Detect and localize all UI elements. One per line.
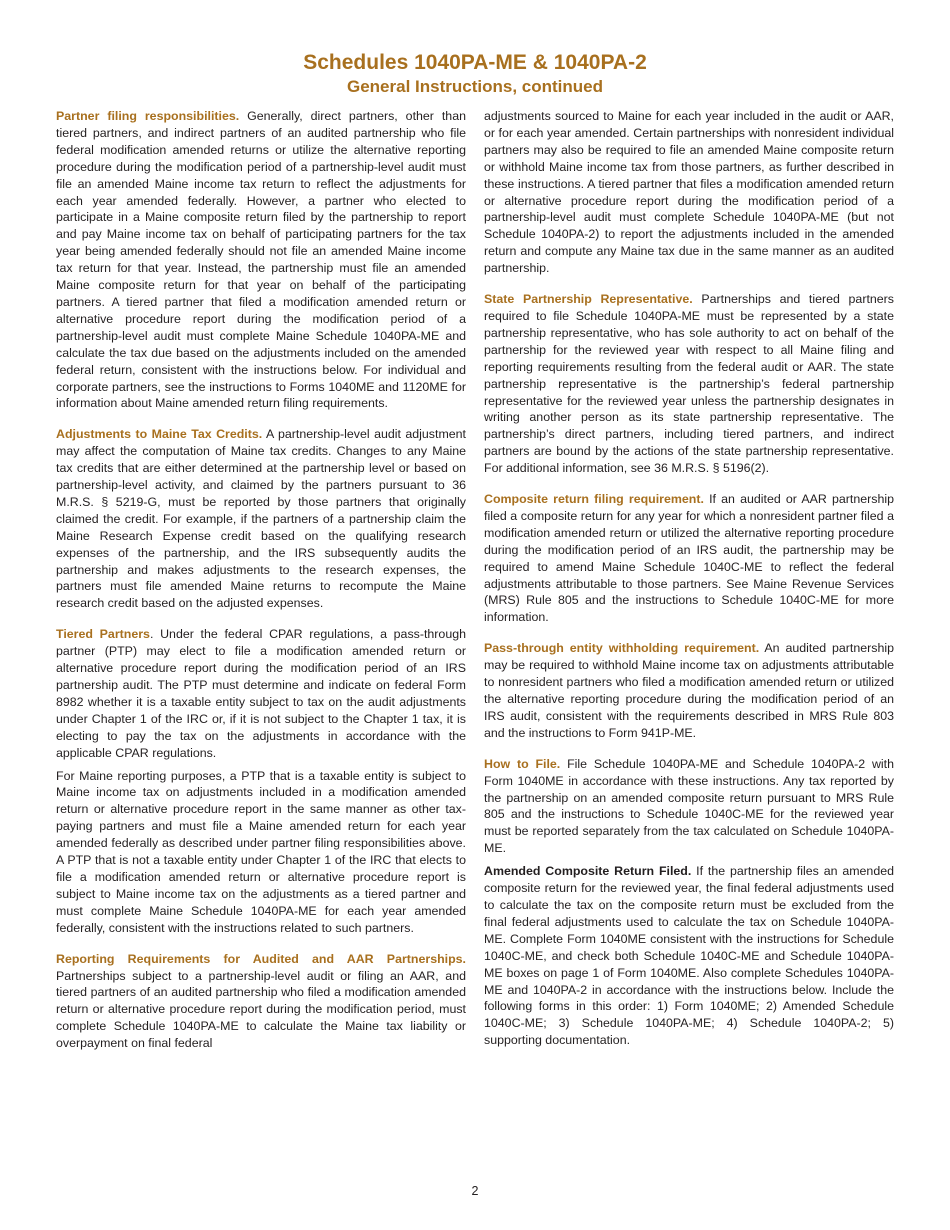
paragraph-reporting-requirements: [56, 951, 466, 1052]
paragraph-text: Generally, direct partners, other than tiered partners, and indirect partners of an audited partnership who file federal modification amended returns or utilize the alternative reporting procedure during the modification period of a partnership-level audit must file an amended Maine income tax return to reflect the adjustments for each year amended federally. However, a partner who elected to participate in a Maine composite return filed by the partnership to report and pay Maine income tax on behalf of participating partners for the tax year being amended federally should not file an amended Maine income tax return for that year. Instead, the partnership must file an amended Maine composite return for that year on behalf of the participating partners. A tiered partner that filed a modification amended return or alternative procedure report during the modification period of a partnership-level audit must complete Maine Schedule 1040PA-ME and calculate the tax due based on the adjustments included on the amended federal return, consistent with the instructions below. For individual and corporate partners, see the instructions to Forms 1040ME and 1120ME for information about Maine amended return filing requirements.: [56, 109, 466, 411]
paragraph-text: Partnerships and tiered partners required to file Schedule 1040PA-ME must be represented by a state partnership representative, who has sole authority to act on behalf of the partnership for the reviewed year with respect to all Maine filing and reporting requirements resulting from the federal audit or AAR. The state partnership representative is the partnership’s federal partnership representative for the reviewed year unless the partnership designates in writing another person as its state partnership representative. The partnership’s direct partners, including tiered partners, and indirect partners are bound by the actions of the state partnership representative. For additional information, see 36 M.R.S. § 5196(2).: [484, 292, 894, 476]
paragraph-text: . Under the federal CPAR regulations, a pass-through partner (PTP) may elect to file a modification amended return or alternative procedure report during the modification period of an IRS partnership audit. The PTP must determine and indicate on federal Form 8982 whether it is a taxable entity subject to tax on the audit adjustments under Chapter 1 of the IRC or, if it is not subject to the Chapter 1 tax, it is electing to pay the tax on the adjustments in accordance with the applicable CPAR regulations.: [56, 627, 466, 760]
page-title: Schedules 1040PA-ME & 1040PA-2: [303, 51, 647, 74]
paragraph-text: An audited partnership may be required to withhold Maine income tax on adjustments attributable to nonresident partners who filed a modification amended return or utilized the alternative reporting procedure during the modification period of an IRS audit, consistent with the requirements described in MRS Rule 803 and the instructions to Form 941P-ME.: [484, 641, 894, 740]
paragraph-text: File Schedule 1040PA-ME and Schedule 1040PA-2 with Form 1040ME in accordance with these instructions. Any tax reported by the partnership on an amended composite return pursuant to MRS Rule 805 and the instructions to Schedule 1040C-ME for the reviewed year must be reported separately from the tax calculated on Schedule 1040PA-ME.: [484, 756, 894, 856]
section-heading: How to File.: [484, 756, 561, 771]
paragraph-amended-composite: [484, 863, 894, 1049]
paragraph-text: For Maine reporting purposes, a PTP that is a taxable entity is subject to Maine income tax on adjustments included in a modification amended return or alternative procedure report in the same manner as other tax-paying partners and must file a Maine amended return for each year amended federally as described under partner filing responsibilities above. A PTP that is not a taxable entity under Chapter 1 of the IRC that elects to file a modification amended return or alternative procedure report is subject to Maine income tax on the adjustments as a tiered partner and must complete Maine Schedule 1040PA-ME for each year amended federally, consistent with the instructions related to such partners.: [56, 768, 466, 935]
section-heading: State Partnership Representative.: [484, 292, 693, 307]
paragraph-how-to-file: [484, 756, 894, 857]
paragraph-tax-credits: [56, 426, 466, 612]
section-heading: Tiered Partners: [56, 627, 150, 642]
paragraph-state-representative: [484, 291, 894, 477]
paragraph-tiered-partners: [56, 626, 466, 761]
paragraph-withholding: [484, 640, 894, 741]
paragraph-text: Partnerships subject to a partnership-level audit or filing an AAR, and tiered partners of an audited partnership who filed a modification amended return or alternative procedure report during the modification period, must complete Schedule 1040PA-ME to calculate the Maine tax liability or overpayment on final federal: [56, 968, 466, 1051]
page-number: 2: [471, 1184, 479, 1198]
section-heading: Adjustments to Maine Tax Credits.: [56, 427, 263, 442]
section-heading: Partner filing responsibilities.: [56, 109, 240, 123]
paragraph-text: A partnership-level audit adjustment may affect the computation of Maine tax credits. Changes to any Maine tax credits that are either determined at the partnership level or based on partnership-level activity, and claimed by the partners pursuant to 36 M.R.S. § 5219-G, must be reported by those partners that originally claimed the credit. For example, if the partners of a partnership claim the Maine Research Expense credit based on the qualifying research expenses of the partnership, and the IRS subsequently audits the partnership and makes adjustments to the research expenses, the partners must file amended Maine returns to recompute the Maine research credit based on the adjusted expenses.: [56, 427, 466, 611]
section-heading: Reporting Requirements for Audited and AAR Partnerships.: [56, 951, 466, 966]
right-column: [484, 108, 894, 1063]
section-heading: Amended Composite Return Filed.: [484, 864, 692, 879]
paragraph-text: adjustments sourced to Maine for each year included in the audit or AAR, or for each year amended. Certain partnerships with nonresident individual partners may also be required to file an amended Maine composite return or withhold Maine income tax from those partners, as further described in these instructions. A tiered partner that files a modification amended return or alternative procedure report during the modification period of a partnership-level audit must complete Schedule 1040PA-ME (but not Schedule 1040PA-2) to report the adjustments included in the amended return and compute any Maine tax due in the same manner as an audited partnership.: [484, 109, 894, 276]
section-heading: Pass-through entity withholding requirement.: [484, 641, 760, 656]
paragraph-ptp-reporting: [56, 768, 466, 937]
paragraph-composite-return: [484, 491, 894, 626]
section-heading: Composite return filing requirement.: [484, 492, 704, 507]
paragraph-continued: [484, 108, 894, 277]
paragraph-text: If the partnership files an amended composite return for the reviewed year, the final federal adjustments used to calculate the tax on the composite return must be excluded from the final federal adjustments used to calculate the tax on Schedule 1040PA-ME. Complete Form 1040ME consistent with the instructions for Schedule 1040C-ME, and check both Schedule 1040C-ME and Schedule 1040PA-ME boxes on page 1 of Form 1040ME. Also complete Schedules 1040PA-ME and 1040PA-2 in accordance with the instructions below. Include the following forms in this order: 1) Form 1040ME; 2) Amended Schedule 1040C-ME; 3) Schedule 1040PA-ME; 4) Schedule 1040PA-2; 5) supporting documentation.: [484, 864, 894, 1048]
page-subtitle: General Instructions, continued: [347, 77, 603, 96]
paragraph-partner-filing: [56, 108, 466, 412]
page-header: [0, 50, 950, 98]
left-column: [56, 108, 466, 1066]
paragraph-text: If an audited or AAR partnership filed a composite return for any year for which a nonresident partner filed a modification amended return or utilized the alternative reporting procedure during the modification period of an IRS audit, the partnership may be required to amend Maine Schedule 1040C-ME to reflect the federal adjustments attributable to those partners. See Maine Revenue Services (MRS) Rule 805 and the instructions to Schedule 1040C-ME for more information.: [484, 492, 894, 625]
